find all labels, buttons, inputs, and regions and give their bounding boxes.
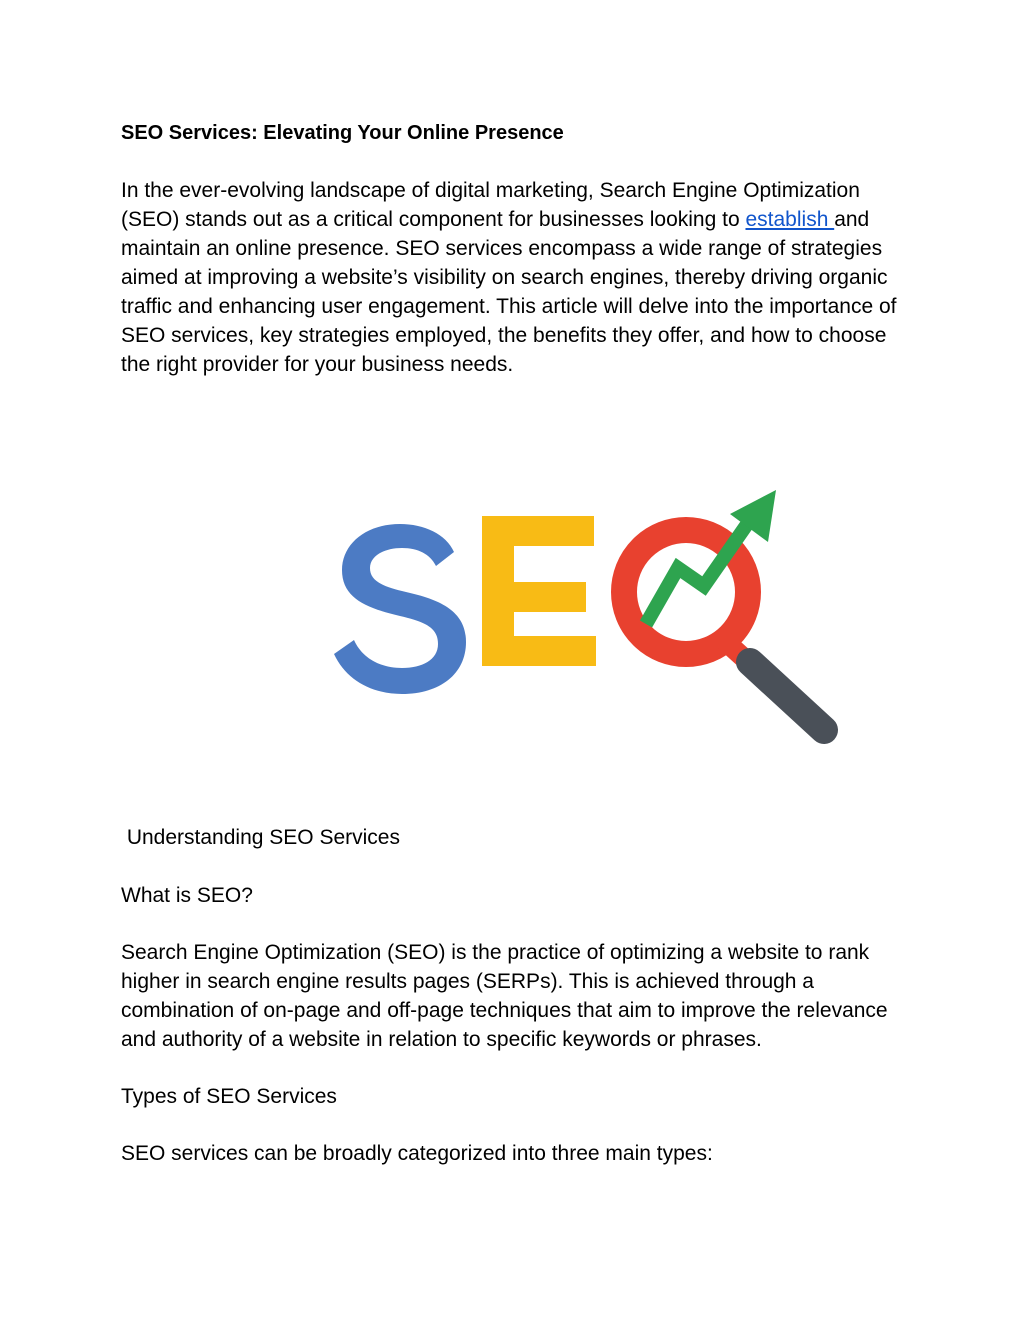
- paragraph-what-is-seo: Search Engine Optimization (SEO) is the practice of optimizing a website to rank higher in search engine results pages (SERPs). This is achieved through a combination of on-page and off-page techniques that aim to improve the relevance and authority of a website in relation to specific keywords or phrases.: [121, 941, 888, 1051]
- subheading-what-is-seo: What is SEO?: [121, 884, 253, 907]
- intro-text-before-link: In the ever-evolving landscape of digital marketing, Search Engine Optimization (SEO) stands out as a critical component for businesses looking to: [121, 179, 860, 231]
- section-heading-understanding: Understanding SEO Services: [121, 826, 400, 849]
- intro-text-after-link: and maintain an online presence. SEO services encompass a wide range of strategies aimed at improving a website’s visibility on search engines, thereby driving organic traffic and enhancing user engagement. This article will delve into the importance of SEO services, key strategies employed, the benefits they offer, and how to choose the right provider for your business needs.: [121, 208, 897, 376]
- subheading-types-of-seo: Types of SEO Services: [121, 1085, 337, 1108]
- document-title: SEO Services: Elevating Your Online Presence: [121, 122, 564, 144]
- paragraph-types-of-seo: SEO services can be broadly categorized into three main types:: [121, 1142, 713, 1165]
- seo-logo-e-letter: [482, 516, 596, 666]
- intro-paragraph: [121, 176, 911, 379]
- seo-logo-image: [330, 486, 840, 748]
- establish-link[interactable]: establish: [745, 208, 835, 231]
- seo-logo-s-letter: [334, 524, 466, 694]
